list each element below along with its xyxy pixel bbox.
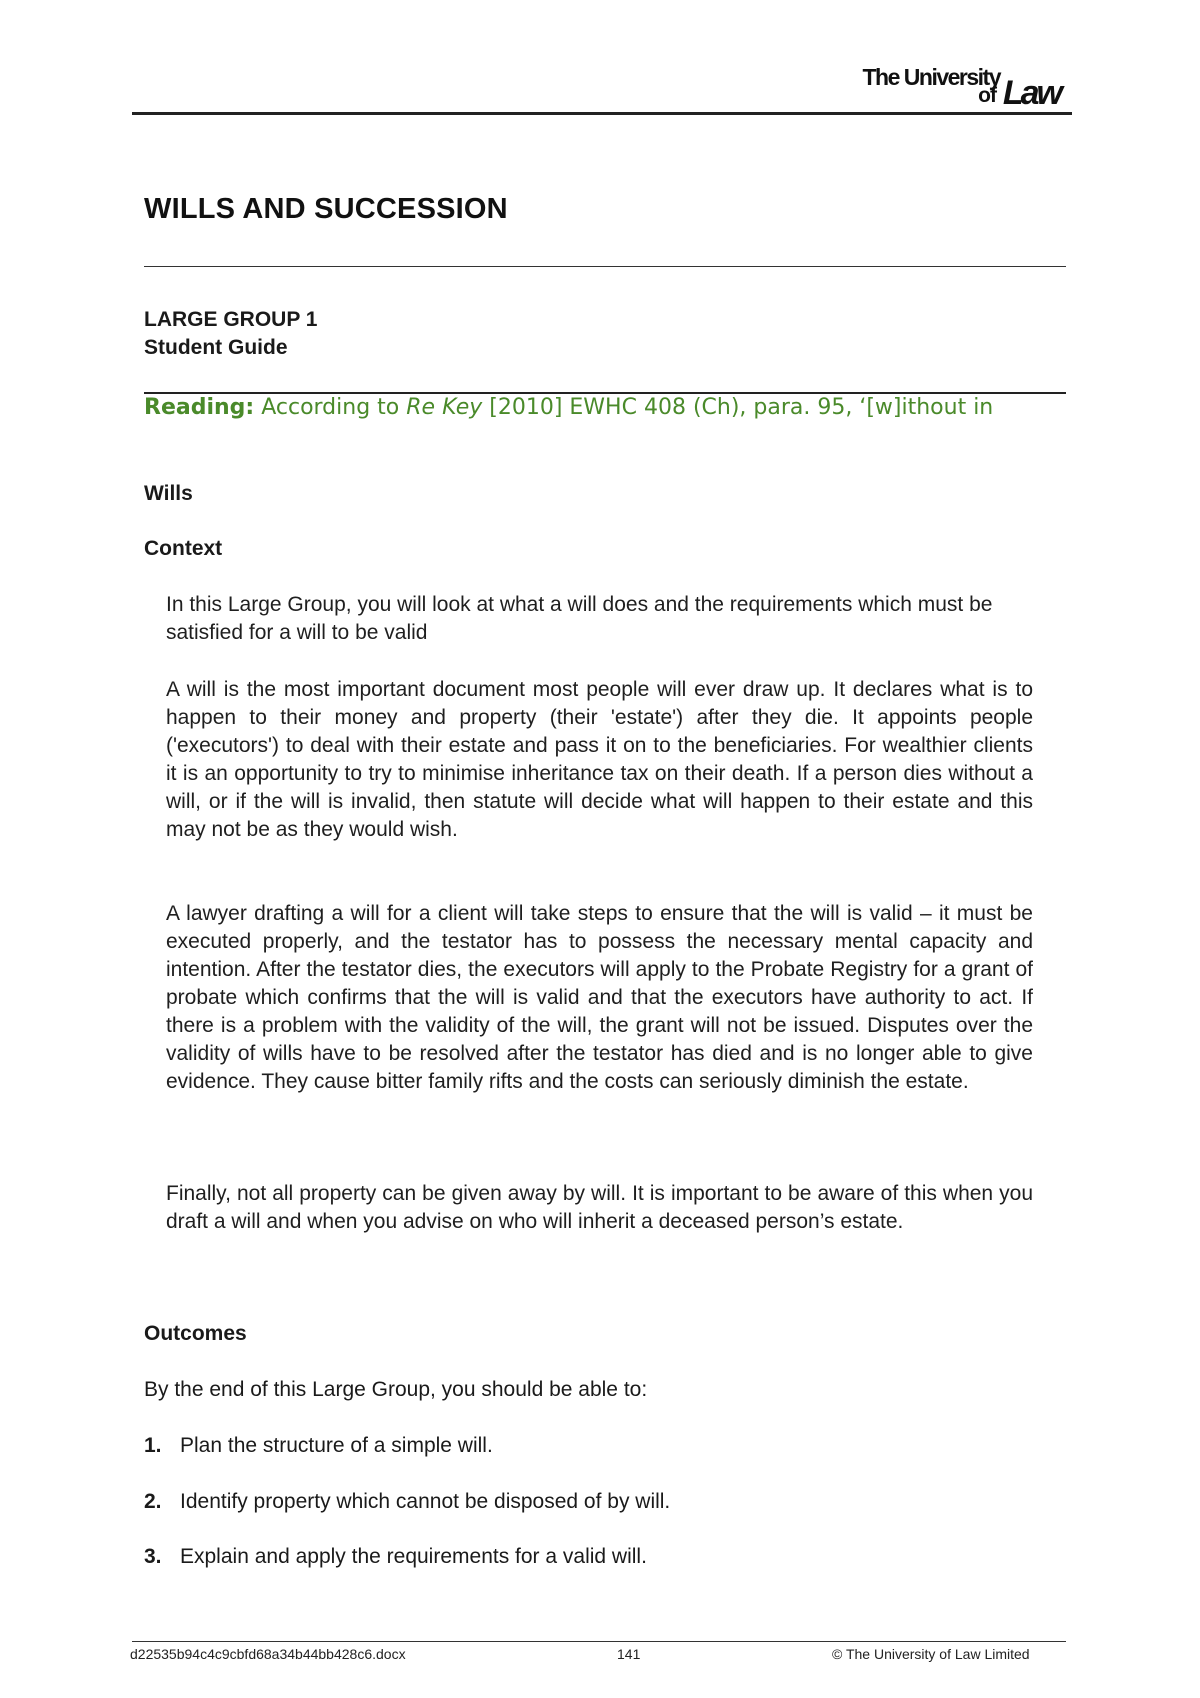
outcome-item (144, 1545, 647, 1569)
context-paragraph: In this Large Group, you will look at what a will does and the requirements which must be satisfied for a will to be valid (166, 593, 993, 644)
outcome-item (144, 1490, 670, 1514)
header-divider (132, 112, 1072, 115)
outcome-text: Plan the structure of a simple will. (180, 1434, 493, 1457)
university-of-law-logo (854, 64, 1060, 112)
outcome-number: 2. (144, 1490, 162, 1513)
outcome-text: Explain and apply the requirements for a valid will. (180, 1545, 647, 1568)
logo-line-1: The University (862, 64, 1000, 90)
outcome-text: Identify property which cannot be disposed of by will. (180, 1490, 671, 1513)
footer-copyright: © The University of Law Limited (832, 1646, 1030, 1662)
logo-line-2: of (978, 84, 996, 107)
title-divider (144, 266, 1066, 267)
reading-text-before: According to (254, 395, 407, 420)
reading-label: Reading: (144, 395, 255, 420)
reading-case-name: Re Key (406, 395, 483, 420)
context-paragraph: A will is the most important document most people will ever draw up. It declares what is to happen to their money and property (their 'estate') after they die. It appoints people ('executors') to deal with their estate and pass it on to the beneficiaries. For wealthier clients it is an opportunity to try to minimise inheritance tax on their death. If a person dies without a will, or if the will is invalid, then statute will decide what will happen to their estate and this may not be as they would wish. (166, 678, 1033, 841)
outcome-number: 3. (144, 1545, 162, 1568)
context-paragraph: A lawyer drafting a will for a client will take steps to ensure that the will is valid – it must be executed properly, and the testator has to possess the necessary mental capacity and intention. After the testator dies, the executors will apply to the Probate Registry for a grant of probate which confirms that the will is valid and that the executors have authority to act. If there is a problem with the validity of the will, the grant will not be issued. Disputes over the validity of wills have to be resolved after the testator has died and is no longer able to give evidence. They cause bitter family rifts and the costs can seriously diminish the estate. (166, 902, 1033, 1093)
document-title: WILLS AND SUCCESSION (144, 193, 508, 225)
outcomes-heading: Outcomes (144, 1322, 247, 1345)
footer-divider (132, 1641, 1066, 1642)
outcome-number: 1. (144, 1434, 162, 1457)
logo-line-3: Law (1002, 74, 1060, 112)
context-paragraph: Finally, not all property can be given away by will. It is important to be aware of this when you draft a will and when you advise on who will inherit a deceased person’s estate. (166, 1182, 1033, 1233)
outcome-item (144, 1434, 493, 1458)
session-label: LARGE GROUP 1 (144, 308, 318, 331)
footer-page-number: 141 (617, 1646, 641, 1662)
guide-label: Student Guide (144, 336, 288, 359)
footer-filename: d22535b94c4c9cbfd68a34b44bb428c6.docx (130, 1646, 406, 1662)
reading-reference (144, 394, 1049, 422)
wills-heading: Wills (144, 482, 193, 505)
outcomes-intro: By the end of this Large Group, you should be able to: (144, 1378, 648, 1401)
reading-text-after: [2010] EWHC 408 (Ch), para. 95, ‘[w]ithout in (482, 395, 994, 420)
context-heading: Context (144, 537, 223, 560)
